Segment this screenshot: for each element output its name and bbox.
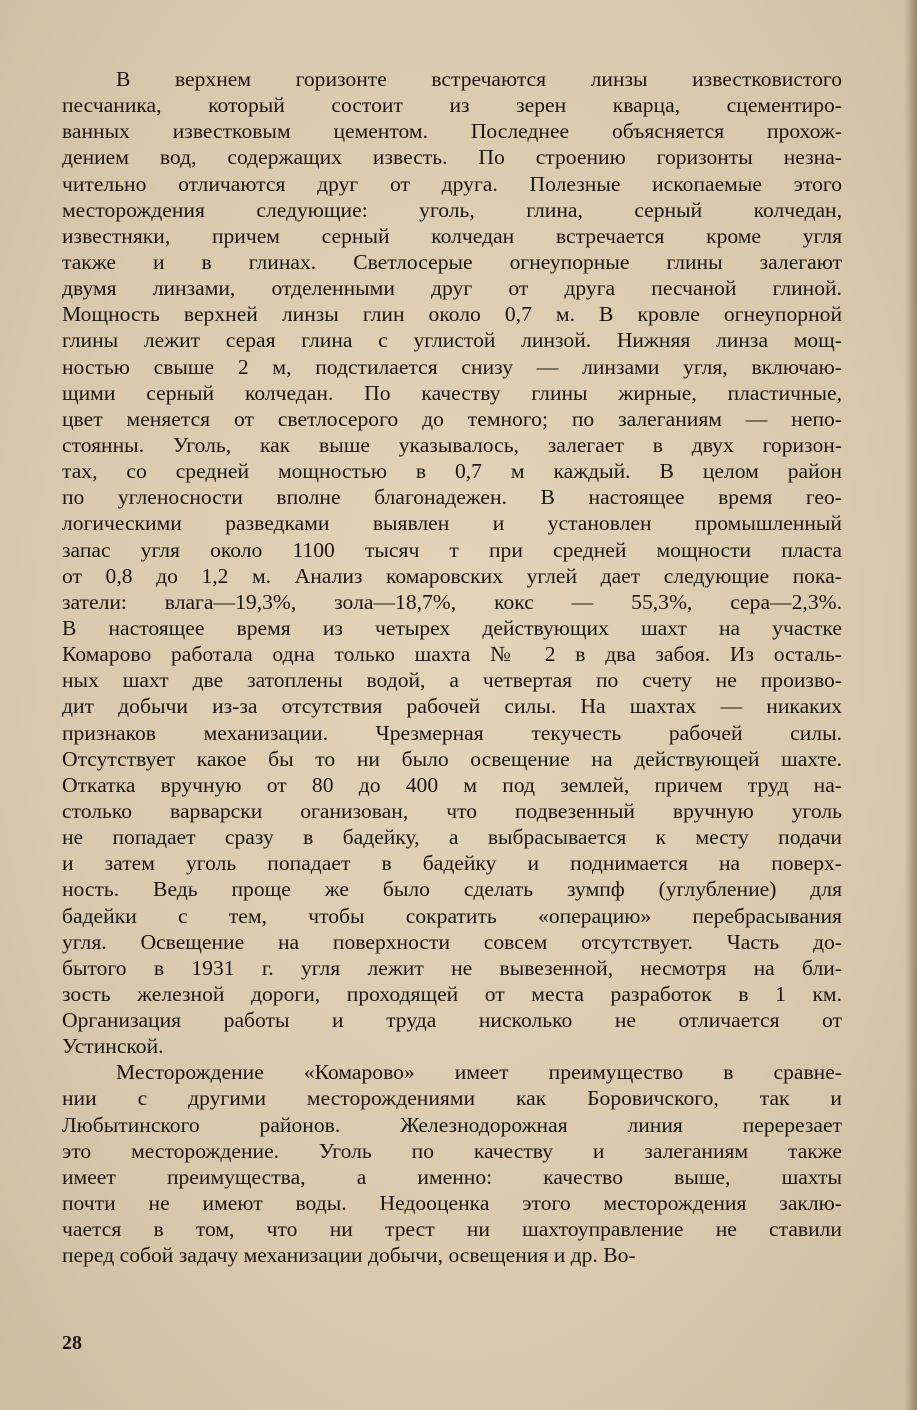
text-line: угля. Освещение на поверхности совсем отсутствует. Часть до- xyxy=(62,929,842,954)
text-line: зость железной дороги, проходящей от места разработок в 1 км. xyxy=(62,981,842,1006)
text-line: логическими разведками выявлен и установлен промышленный xyxy=(62,511,842,536)
text-line: затели: влага—19,3%, зола—18,7%, кокс — 55,3%, сера—2,3%. xyxy=(62,589,842,614)
text-line: В верхнем горизонте встречаются линзы известковистого xyxy=(116,67,842,91)
text-line: В настоящее время из четырех действующих шахт на участке xyxy=(62,615,842,640)
text-line: Организация работы и труда нисколько не отличается от xyxy=(62,1008,842,1033)
text-line: по угленосности вполне благонадежен. В настоящее время гео- xyxy=(62,485,842,510)
text-line: почти не имеют воды. Недооценка этого месторождения заклю- xyxy=(62,1191,842,1216)
text-line: щими серный колчедан. По качеству глины жирные, пластичные, xyxy=(62,380,842,405)
text-line: чительно отличаются друг от друга. Полезные ископаемые этого xyxy=(62,171,842,196)
text-line: признаков механизации. Чрезмерная текучесть рабочей силы. xyxy=(62,720,842,745)
text-line: Месторождение «Комарово» имеет преимущество в сравне- xyxy=(116,1060,842,1085)
text-line: дит добычи из-за отсутствия рабочей силы. На шахтах — никаких xyxy=(62,694,842,719)
text-line: песчаника, который состоит из зерен кварца, сцементиро- xyxy=(62,93,842,118)
text-line: чается в том, что ни трест ни шахтоуправление не ставили xyxy=(62,1217,842,1242)
text-line: бытого в 1931 г. угля лежит не вывезенной, несмотря на бли- xyxy=(62,955,842,980)
text-line: двумя линзами, отделенными друг от друга песчаной глиной. xyxy=(62,276,842,301)
text-line: запас угля около 1100 тысяч т при средней мощности пласта xyxy=(62,537,842,562)
text-line: месторождения следующие: уголь, глина, серный колчедан, xyxy=(62,197,842,222)
text-line: столько варварски оганизован, что подвезенный вручную уголь xyxy=(62,798,842,823)
text-line: Откатка вручную от 80 до 400 м под землей, причем труд на- xyxy=(62,772,842,797)
body-text xyxy=(62,66,842,1268)
text-line: от 0,8 до 1,2 м. Анализ комаровских углей дает следующие пока- xyxy=(62,563,842,588)
text-line: перед собой задачу механизации добычи, освещения и др. Во- xyxy=(62,1243,636,1268)
text-line: тах, со средней мощностью в 0,7 м каждый. В целом район xyxy=(62,459,842,484)
text-line: не попадает сразу в бадейку, а выбрасывается к месту подачи xyxy=(62,825,842,850)
text-line: Отсутствует какое бы то ни было освещение на действующей шахте. xyxy=(62,746,842,771)
text-line: ванных известковым цементом. Последнее объясняется прохож- xyxy=(62,119,842,144)
text-line: также и в глинах. Светлосерые огнеупорные глины залегают xyxy=(62,249,842,274)
text-line: ность. Ведь проще же было сделать зумпф (углубление) для xyxy=(62,877,842,902)
paragraph-2 xyxy=(62,1059,842,1268)
text-line: ностью свыше 2 м, подстилается снизу — линзами угля, включаю- xyxy=(62,354,842,379)
text-line: Комарово работала одна только шахта № 2 в два забоя. Из осталь- xyxy=(62,642,842,667)
paragraph-1 xyxy=(62,66,842,1059)
text-line: Любытинского районов. Железнодорожная линия перерезает xyxy=(62,1112,842,1137)
text-line: цвет меняется от светлосерого до темного; по залеганиям — непо- xyxy=(62,406,842,431)
text-line: глины лежит серая глина с углистой линзой. Нижняя линза мощ- xyxy=(62,328,842,353)
text-line: имеет преимущества, а именно: качество выше, шахты xyxy=(62,1164,842,1189)
text-line: стоянны. Уголь, как выше указывалось, залегает в двух горизон- xyxy=(62,432,842,457)
text-line: бадейки с тем, чтобы сократить «операцию» перебрасывания xyxy=(62,903,842,928)
text-line: это месторождение. Уголь по качеству и залеганиям также xyxy=(62,1138,842,1163)
page-number: 28 xyxy=(62,1332,82,1354)
text-line: дением вод, содержащих известь. По строению горизонты незна- xyxy=(62,145,842,170)
text-line: и затем уголь попадает в бадейку и поднимается на поверх- xyxy=(62,851,842,876)
text-line: Устинской. xyxy=(62,1034,164,1059)
text-line: Мощность верхней линзы глин около 0,7 м. В кровле огнеупорной xyxy=(62,302,842,327)
text-line: известняки, причем серный колчедан встречается кроме угля xyxy=(62,223,842,248)
text-line: нии с другими месторождениями как Боровичского, так и xyxy=(62,1086,842,1111)
text-line: ных шахт две затоплены водой, а четвертая по счету не произво- xyxy=(62,668,842,693)
